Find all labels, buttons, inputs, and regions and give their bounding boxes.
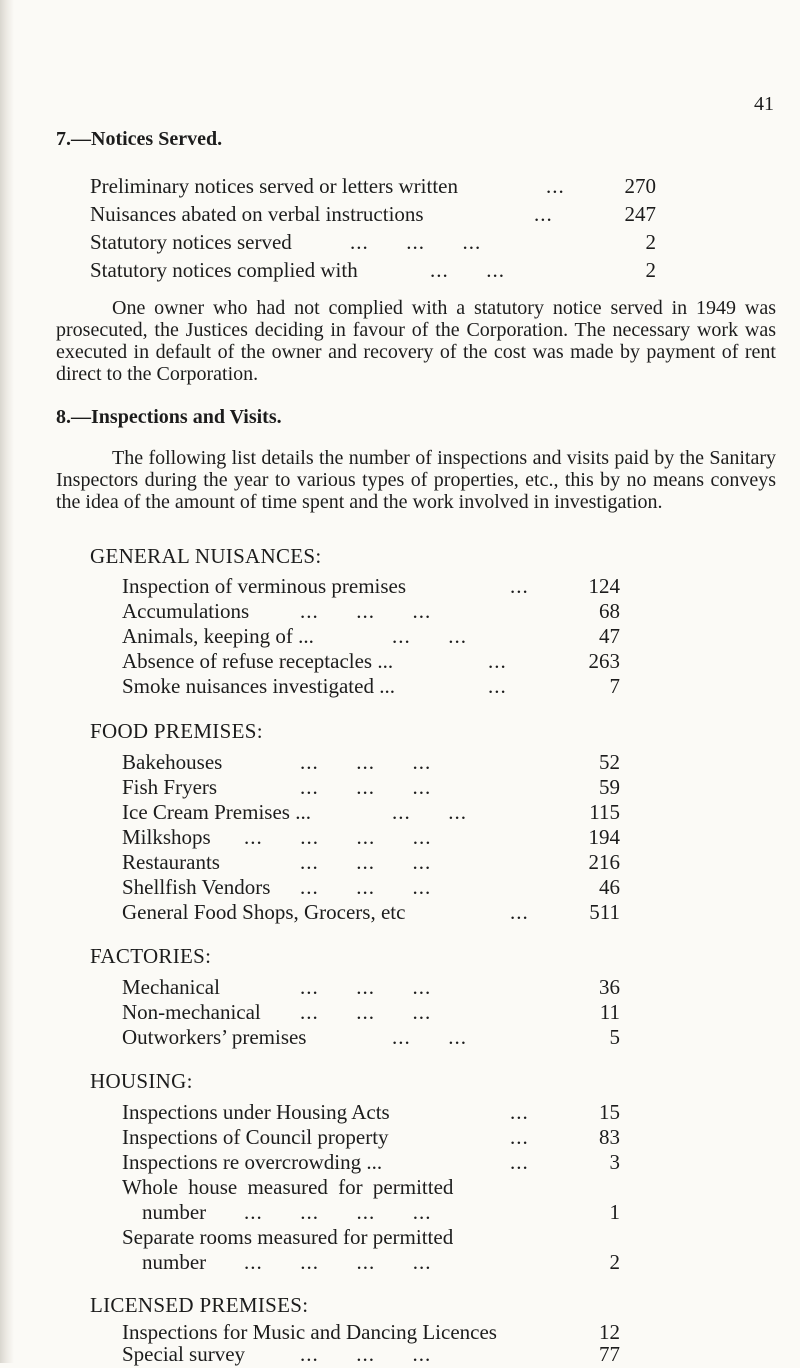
- row-value: 2: [645, 230, 656, 254]
- row-label: number: [142, 1200, 207, 1224]
- leader-dots: ... ...: [430, 258, 505, 282]
- notices-row: [90, 200, 656, 228]
- list-item: [122, 647, 620, 675]
- leader-dots: ... ... ... ...: [244, 1200, 432, 1224]
- leader-dots: ... ... ...: [300, 1000, 432, 1024]
- row-value: 11: [599, 1000, 620, 1024]
- list-item: [122, 998, 620, 1026]
- row-value: 124: [588, 574, 620, 598]
- row-label: Smoke nuisances investigated ...: [122, 674, 395, 698]
- row-value: 1: [609, 1200, 620, 1224]
- row-label: Milkshops: [122, 825, 211, 849]
- list-item: [122, 672, 620, 700]
- row-label: Mechanical: [122, 975, 220, 999]
- row-label: General Food Shops, Grocers, etc: [122, 900, 406, 924]
- notices-row: [90, 172, 656, 200]
- leader-dots: ...: [488, 649, 507, 673]
- list-item: [122, 848, 620, 876]
- list-item: [122, 1340, 620, 1368]
- row-label: number: [142, 1250, 207, 1274]
- inspections-paragraph: The following list details the number of inspections and visits paid by the Sanitary Inspectors during the year to various types of properties, etc., this by no means conveys the idea of the amount of time spent and the work involved in investigation.: [56, 447, 776, 513]
- row-label: Inspections of Council property: [122, 1125, 389, 1149]
- row-label: Special survey: [122, 1342, 246, 1366]
- page-number: 41: [754, 93, 774, 115]
- row-value: 270: [624, 174, 656, 198]
- category-heading-factories: FACTORIES:: [90, 944, 212, 968]
- list-item: [122, 622, 620, 650]
- row-value: 12: [599, 1320, 620, 1344]
- leader-dots: ... ... ...: [300, 750, 432, 774]
- category-heading-food-premises: FOOD PREMISES:: [90, 719, 263, 743]
- leader-dots: ... ... ...: [300, 1342, 432, 1366]
- leader-dots: ... ... ...: [300, 875, 432, 899]
- list-item: [122, 1223, 620, 1251]
- row-value: 2: [609, 1250, 620, 1274]
- list-item: [122, 873, 620, 901]
- row-label: Whole house measured for permitted: [122, 1175, 454, 1199]
- leader-dots: ...: [510, 1150, 529, 1174]
- list-item: [122, 1148, 620, 1176]
- row-label: Preliminary notices served or letters written: [90, 174, 458, 198]
- leader-dots: ... ... ...: [300, 599, 432, 623]
- leader-dots: ... ... ...: [300, 975, 432, 999]
- category-heading-general-nuisances: GENERAL NUISANCES:: [90, 544, 322, 568]
- leader-dots: ... ...: [392, 800, 467, 824]
- row-label: Inspection of verminous premises: [122, 574, 407, 598]
- row-value: 83: [599, 1125, 620, 1149]
- list-item: [122, 1098, 620, 1126]
- row-label: Animals, keeping of ...: [122, 624, 314, 648]
- leader-dots: ... ... ...: [300, 850, 432, 874]
- leader-dots: ... ...: [392, 1025, 467, 1049]
- row-label: Inspections for Music and Dancing Licences: [122, 1320, 497, 1344]
- list-item: [122, 823, 620, 851]
- row-label: Absence of refuse receptacles ...: [122, 649, 394, 673]
- leader-dots: ... ... ... ...: [244, 825, 432, 849]
- row-value: 115: [589, 800, 620, 824]
- list-item: [122, 748, 620, 776]
- list-item: [122, 1123, 620, 1151]
- row-label: Non-mechanical: [122, 1000, 261, 1024]
- row-label: Separate rooms measured for permitted: [122, 1225, 454, 1249]
- row-value: 5: [609, 1025, 620, 1049]
- row-value: 46: [599, 875, 620, 899]
- leader-dots: ... ... ...: [350, 230, 482, 254]
- list-item: [122, 1248, 620, 1276]
- page-binding-edge: [0, 0, 14, 1363]
- row-value: 7: [609, 674, 620, 698]
- notices-paragraph: One owner who had not complied with a statutory notice served in 1949 was prosecuted, the Justices deciding in favour of the Corporation. The necessary work was executed in default of the owner and recovery of the cost was made by payment of rent direct to the Corporation.: [56, 297, 776, 385]
- row-label: Shellfish Vendors: [122, 875, 271, 899]
- leader-dots: ...: [488, 674, 507, 698]
- row-value: 247: [624, 202, 656, 226]
- row-label: Fish Fryers: [122, 775, 218, 799]
- row-label: Inspections re overcrowding ...: [122, 1150, 383, 1174]
- section-heading-inspections: 8.—Inspections and Visits.: [56, 406, 282, 428]
- row-label: Accumulations: [122, 599, 250, 623]
- leader-dots: ...: [534, 202, 553, 226]
- row-value: 59: [599, 775, 620, 799]
- leader-dots: ...: [510, 900, 529, 924]
- list-item: [122, 773, 620, 801]
- row-value: 15: [599, 1100, 620, 1124]
- category-heading-licensed-premises: LICENSED PREMISES:: [90, 1293, 309, 1317]
- row-value: 77: [599, 1342, 620, 1366]
- notices-row: [90, 228, 656, 256]
- row-value: 194: [588, 825, 620, 849]
- list-item: [122, 1173, 620, 1201]
- list-item: [122, 898, 620, 926]
- row-value: 52: [599, 750, 620, 774]
- row-label: Ice Cream Premises ...: [122, 800, 311, 824]
- row-value: 68: [599, 599, 620, 623]
- section-heading-notices: 7.—Notices Served.: [56, 128, 223, 150]
- row-label: Bakehouses: [122, 750, 223, 774]
- row-value: 511: [589, 900, 620, 924]
- row-value: 216: [588, 850, 620, 874]
- list-item: [122, 572, 620, 600]
- row-label: Nuisances abated on verbal instructions: [90, 202, 424, 226]
- leader-dots: ... ...: [392, 624, 467, 648]
- row-label: Restaurants: [122, 850, 220, 874]
- list-item: [122, 1023, 620, 1051]
- row-value: 263: [588, 649, 620, 673]
- row-label: Statutory notices served: [90, 230, 292, 254]
- category-heading-housing: HOUSING:: [90, 1069, 193, 1093]
- leader-dots: ...: [510, 1125, 529, 1149]
- notices-row: [90, 256, 656, 284]
- list-item: [122, 973, 620, 1001]
- leader-dots: ...: [510, 1100, 529, 1124]
- leader-dots: ...: [546, 174, 565, 198]
- row-label: Inspections under Housing Acts: [122, 1100, 390, 1124]
- row-value: 3: [609, 1150, 620, 1174]
- list-item: [122, 597, 620, 625]
- leader-dots: ... ... ...: [300, 775, 432, 799]
- row-value: 47: [599, 624, 620, 648]
- list-item: [122, 798, 620, 826]
- row-value: 2: [645, 258, 656, 282]
- leader-dots: ...: [510, 574, 529, 598]
- list-item: [122, 1198, 620, 1226]
- row-value: 36: [599, 975, 620, 999]
- leader-dots: ... ... ... ...: [244, 1250, 432, 1274]
- row-label: Outworkers’ premises: [122, 1025, 307, 1049]
- row-label: Statutory notices complied with: [90, 258, 358, 282]
